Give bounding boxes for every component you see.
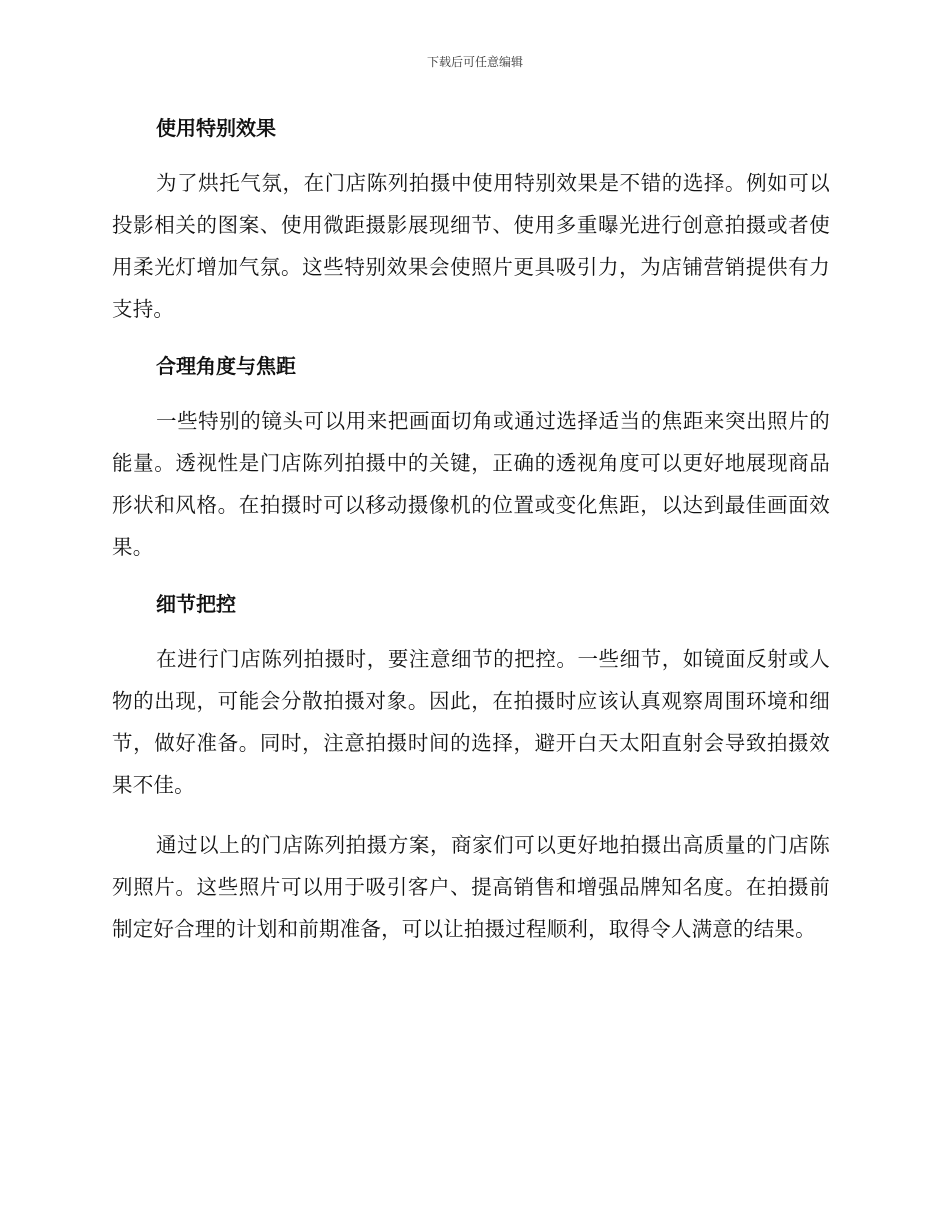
section-paragraph-detail-control: 在进行门店陈列拍摄时，要注意细节的把控。一些细节，如镜面反射或人物的出现，可能会分散拍摄对象。因此，在拍摄时应该认真观察周围环境和细节，做好准备。同时，注意拍摄时间的选择，避开白天太阳直射会导致拍摄效果不佳。 xyxy=(112,647,830,797)
page-header-note: 下载后可任意编辑 xyxy=(426,55,523,69)
section-heading-angle-focal: 合理角度与焦距 xyxy=(156,354,296,378)
section-heading-special-effects: 使用特别效果 xyxy=(156,116,276,140)
section-paragraph-special-effects: 为了烘托气氛，在门店陈列拍摄中使用特别效果是不错的选择。例如可以投影相关的图案、使用微距摄影展现细节、使用多重曝光进行创意拍摄或者使用柔光灯增加气氛。这些特别效果会使照片更具吸引力，为店铺营销提供有力支持。 xyxy=(112,171,830,321)
document-body xyxy=(112,108,830,950)
section-paragraph-angle-focal: 一些特别的镜头可以用来把画面切角或通过选择适当的焦距来突出照片的能量。透视性是门店陈列拍摄中的关键，正确的透视角度可以更好地展现商品形状和风格。在拍摄时可以移动摄像机的位置或变化焦距，以达到最佳画面效果。 xyxy=(112,409,830,559)
section-heading-detail-control: 细节把控 xyxy=(156,592,236,616)
conclusion-paragraph: 通过以上的门店陈列拍摄方案，商家们可以更好地拍摄出高质量的门店陈列照片。这些照片可以用于吸引客户、提高销售和增强品牌知名度。在拍摄前制定好合理的计划和前期准备，可以让拍摄过程顺利，取得令人满意的结果。 xyxy=(112,833,830,941)
